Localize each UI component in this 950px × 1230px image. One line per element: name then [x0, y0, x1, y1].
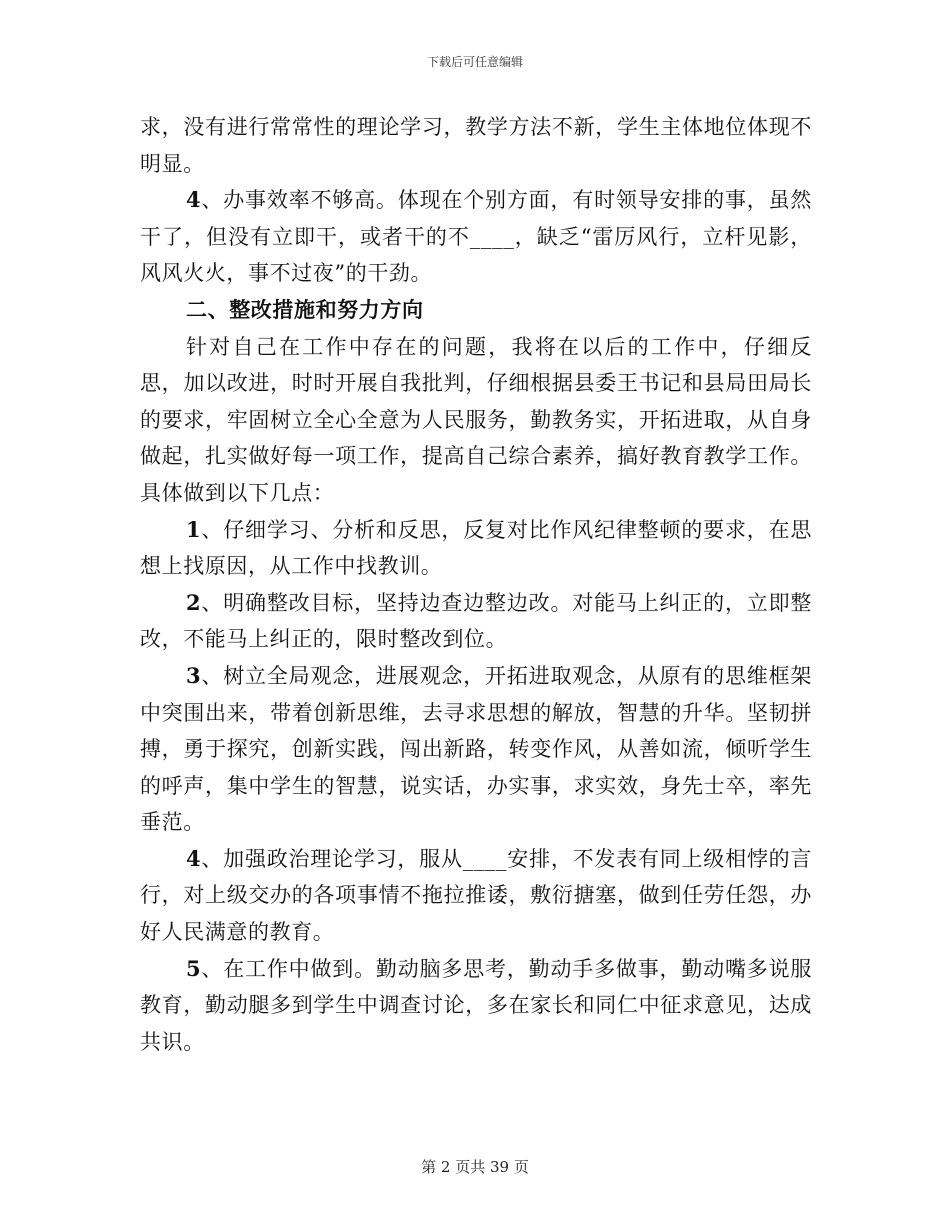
paragraph-number: 4 — [186, 187, 202, 213]
page-footer: 第 2 页共 39 页 — [421, 1158, 529, 1176]
paragraph-number: 3 — [186, 662, 202, 688]
paragraph-measure-2 — [140, 585, 812, 658]
page-header: 下载后可任意编辑 — [426, 55, 523, 69]
paragraph-text: 求，没有进行常常性的理论学习，教学方法不新，学生主体地位体现不明显。 — [140, 115, 812, 176]
paragraph-measure-1 — [140, 512, 812, 585]
section-heading-text: 二、整改措施和努力方向 — [186, 296, 424, 322]
paragraph-text: 针对自己在工作中存在的问题，我将在以后的工作中，仔细反思，加以改进，时时开展自我批判，仔细根据县委王书记和县局田局长的要求，牢固树立全心全意为人民服务，勤教务实，开拓进取，从自身做起，扎实做好每一项工作，提高自己综合素养，搞好教育教学工作。具体做到以下几点： — [140, 334, 812, 505]
paragraph-number: 5 — [186, 955, 202, 981]
paragraph-text: 、在工作中做到。勤动脑多思考，勤动手多做事，勤动嘴多说服教育，勤动腿多到学生中调查讨论，多在家长和同仁中征求意见，达成共识。 — [140, 956, 812, 1054]
paragraph-intro — [140, 329, 812, 512]
paragraph-measure-3 — [140, 658, 812, 841]
paragraph-text: 、加强政治理论学习，服从____安排，不发表有同上级相悖的言行，对上级交办的各项事情不拖拉推诿，敷衍搪塞，做到任劳任怨，办好人民满意的教育。 — [140, 846, 812, 945]
section-heading — [140, 292, 812, 329]
paragraph-text: 、明确整改目标，坚持边查边整边改。对能马上纠正的，立即整改，不能马上纠正的，限时整改到位。 — [140, 590, 812, 652]
paragraph-number: 1 — [186, 516, 202, 542]
paragraph-continuation — [140, 109, 812, 182]
document-body — [140, 109, 812, 1060]
paragraph-measure-4 — [140, 841, 812, 951]
paragraph-problem-4 — [140, 182, 812, 292]
paragraph-text: 、仔细学习、分析和反思，反复对比作风纪律整顿的要求，在思想上找原因，从工作中找教训。 — [140, 517, 812, 579]
paragraph-text: 、树立全局观念，进展观念，开拓进取观念，从原有的思维框架中突围出来，带着创新思维，去寻求思想的解放，智慧的升华。坚韧拼搏，勇于探究，创新实践，闯出新路，转变作风，从善如流，倾听学生的呼声，集中学生的智慧，说实话，办实事，求实效，身先士卒，率先垂范。 — [140, 663, 812, 835]
paragraph-number: 2 — [186, 589, 202, 615]
paragraph-measure-5 — [140, 951, 812, 1061]
paragraph-number: 4 — [186, 845, 202, 871]
paragraph-text: 、办事效率不够高。体现在个别方面，有时领导安排的事，虽然干了，但没有立即干，或者干的不____，缺乏“雷厉风行，立杆见影，风风火火，事不过夜”的干劲。 — [140, 188, 812, 286]
